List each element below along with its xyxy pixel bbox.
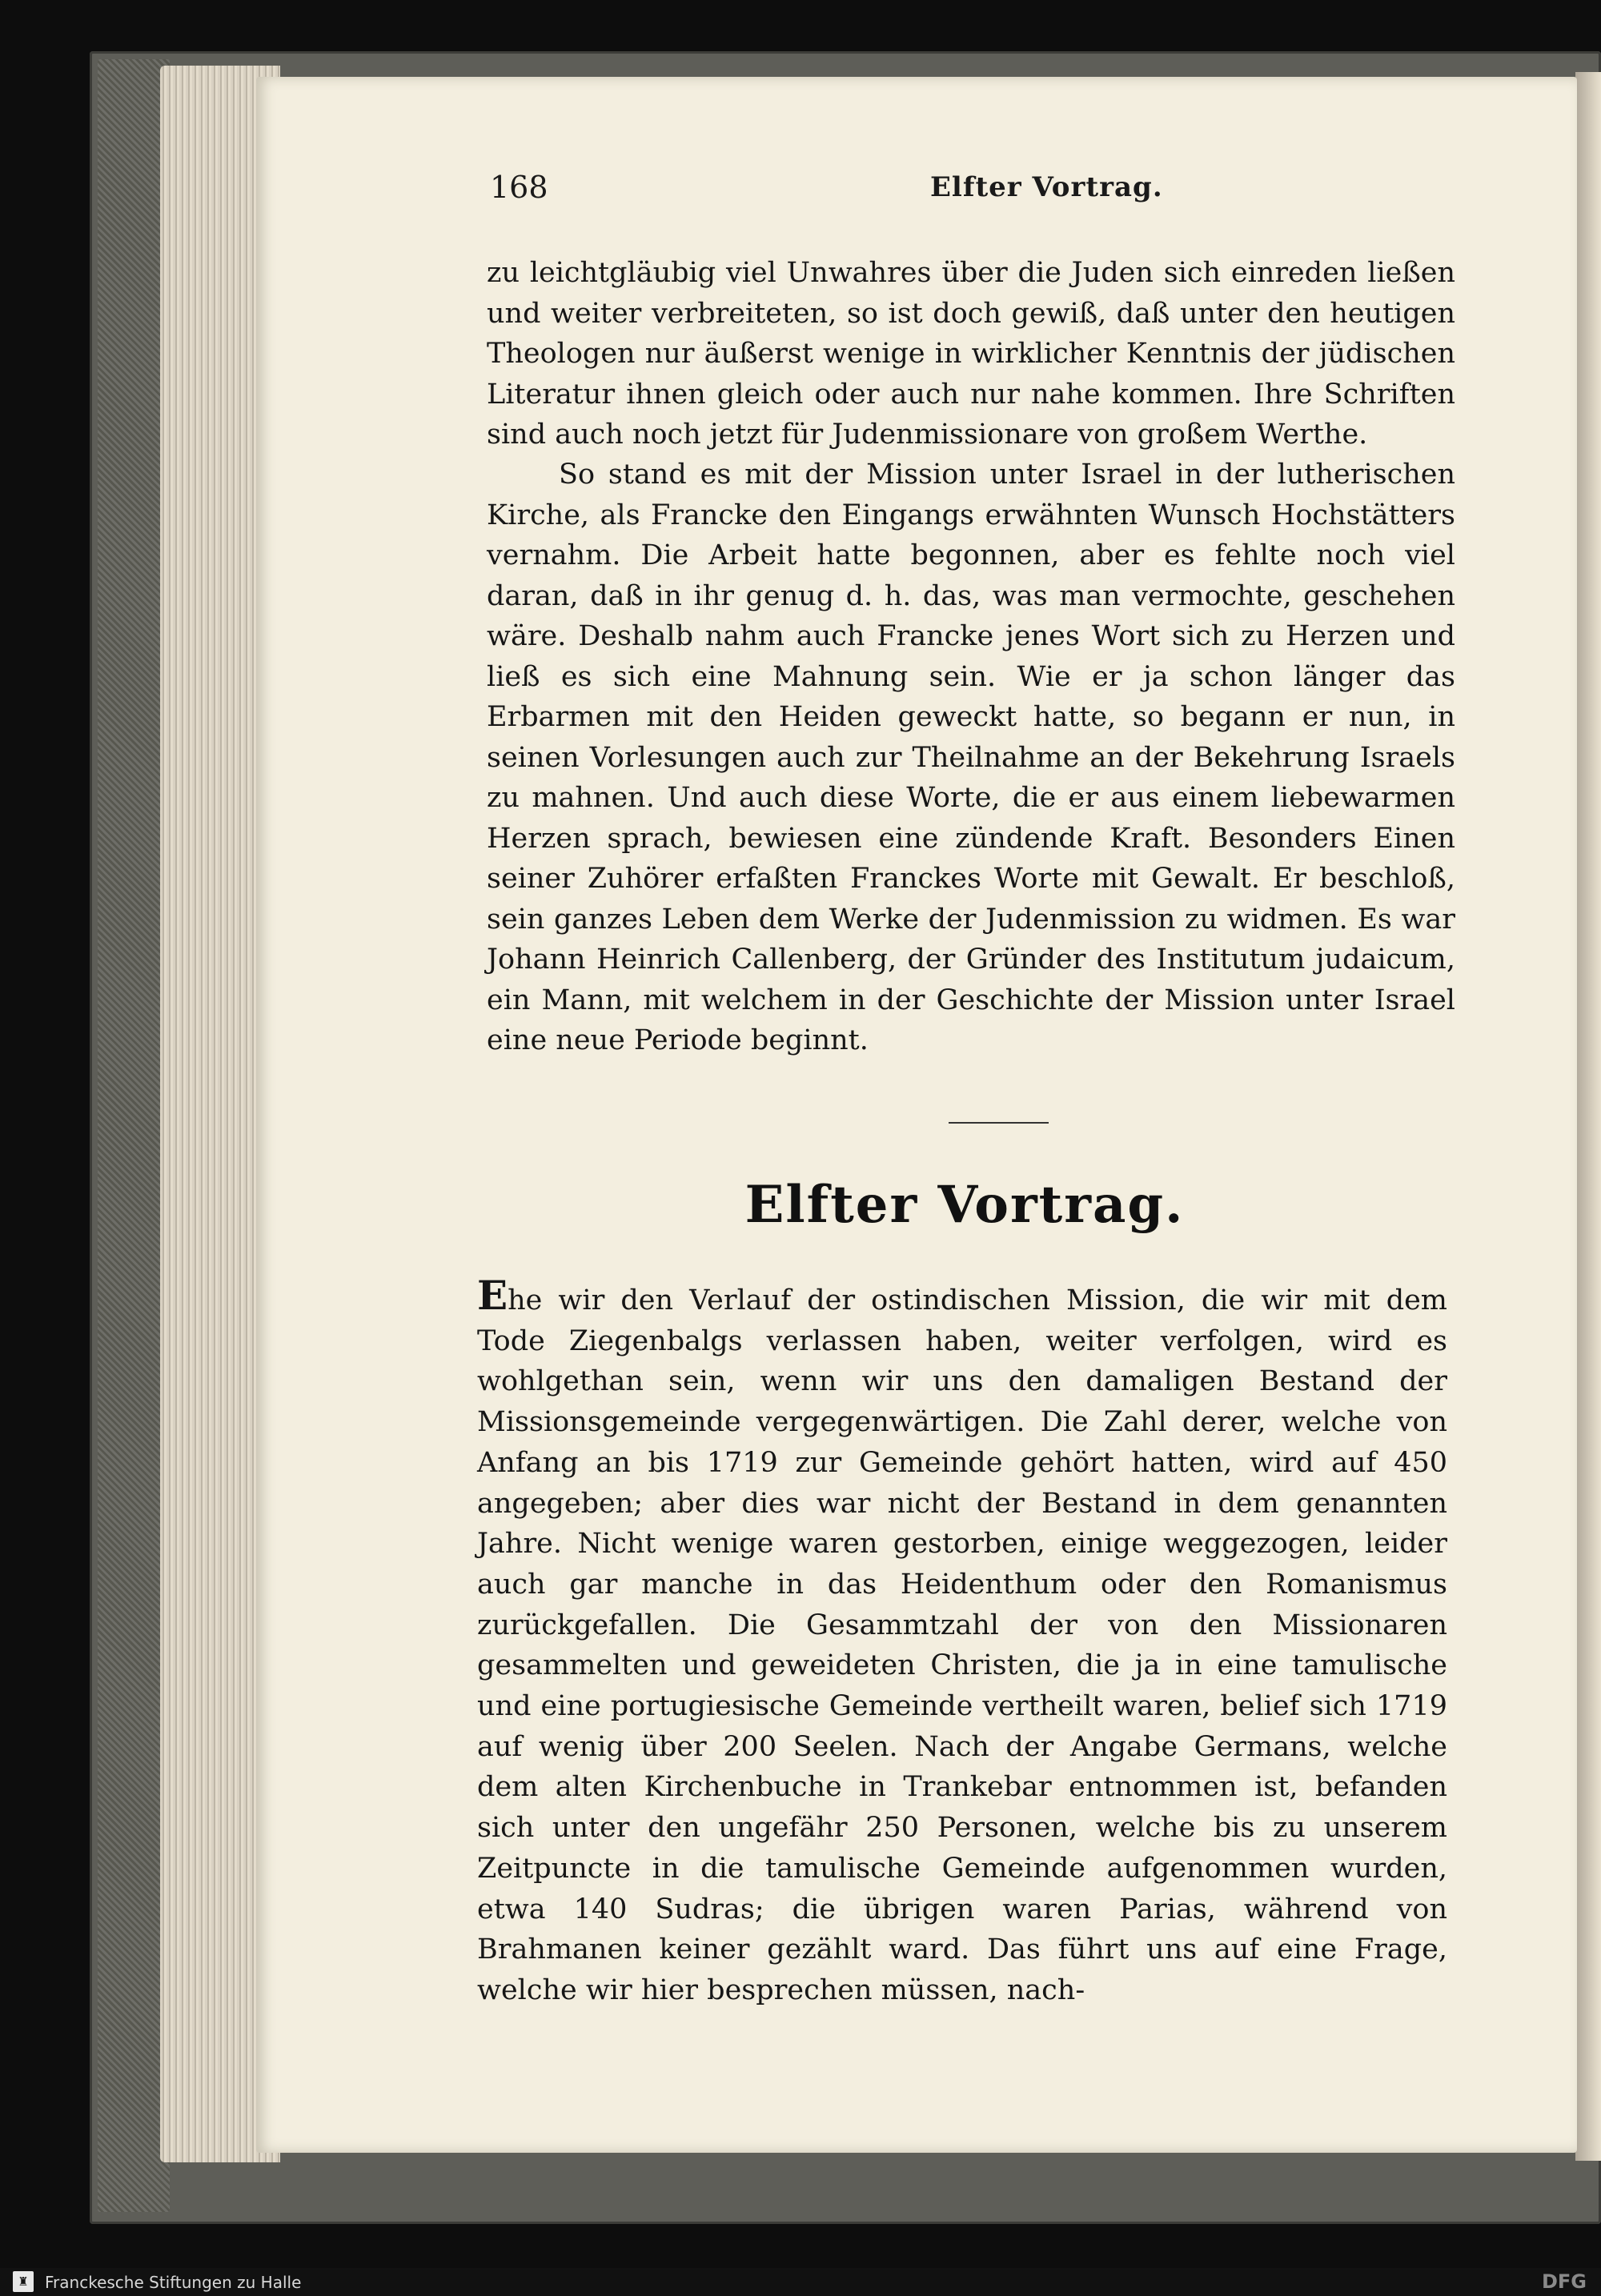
- paragraph-callenberg: So stand es mit der Mission unter Israel in der lutherischen Kirche, als Francke den Eingangs erwähnten Wunsch Hochstätters vernahm. Die Arbeit hatte begonnen, aber es fehlte noch viel daran, daß in ihr genug d. h. das, was man vermochte, geschehen wäre. Deshalb nahm auch Francke jenes Wort sich zu Herzen und ließ es sich eine Mahnung sein. Wie er ja schon länger das Erbarmen mit den Heiden geweckt hatte, so begann er nun, in seinen Vorlesungen auch zur Theilnahme an der Bekehrung Israels zu mahnen. Und auch diese Worte, die er aus einem liebewarmen Herzen sprach, bewiesen eine zündende Kraft. Besonders Einen seiner Zuhörer erfaßten Franckes Worte mit Gewalt. Er beschloß, sein ganzes Leben dem Werke der Judenmission zu widmen. Es war Johann Heinrich Callenberg, der Gründer des Institutum judaicum, ein Mann, mit welchem in der Geschichte der Mission unter Israel eine neue Periode beginnt.: [487, 459, 1455, 1056]
- institution-logo-icon: ♜: [13, 2271, 34, 2292]
- viewer-footer-bar: [0, 2268, 1601, 2296]
- institution-name: Franckesche Stiftungen zu Halle: [45, 2273, 302, 2292]
- paragraph-chapter-opening-text: he wir den Verlauf der ostindischen Mission, die wir mit dem Tode Ziegenbalgs verlassen haben, weiter verfolgen, wird es wohlgethan sein, wenn wir uns den damaligen Bestand der Missionsgemeinde vergegenwärtigen. Die Zahl derer, welche von Anfang an bis 1719 zur Gemeinde gehört hatten, wird auf 450 angegeben; aber dies war nicht der Bestand in dem genannten Jahre. Nicht wenige waren gestorben, einige weggezogen, leider auch gar manche in das Heidenthum oder den Romanismus zurückgefallen. Die Gesammtzahl der von den Missionaren gesammelten und geweideten Christen, die ja in eine tamulische und eine portugiesische Gemeinde vertheilt waren, belief sich 1719 auf wenig über 200 Seelen. Nach der Angabe Germans, welche dem alten Kirchenbuche in Trankebar entnommen ist, befanden sich unter den ungefähr 250 Personen, welche bis zu unserem Zeitpuncte in die tamulische Gemeinde aufgenommen wurden, etwa 140 Sudras; die übrigen waren Parias, während von Brahmanen keiner gezählt ward. Das führt uns auf eine Frage, welche wir hier besprechen müssen, nach-: [477, 1284, 1447, 2006]
- initial-letter: E: [477, 1272, 508, 1319]
- running-title: Elfter Vortrag.: [930, 171, 1163, 203]
- dfg-logo: DFG: [1541, 2270, 1587, 2293]
- chapter-heading: Elfter Vortrag.: [744, 1175, 1185, 1235]
- page-number: 168: [490, 170, 548, 205]
- paragraph-chapter-opening: [477, 1272, 1447, 2011]
- section-separator-rule: [949, 1122, 1049, 1124]
- paragraph-continued: zu leichtgläubig viel Unwahres über die Juden sich einreden ließen und weiter verbreiteten, so ist doch gewiß, daß unter den heutigen Theologen nur äußerst wenige in wirklicher Kenntnis der jüdischen Literatur ihnen gleich oder auch nur nahe kommen. Ihre Schriften sind auch noch jetzt für Judenmissionare von großem Werthe.: [487, 257, 1455, 451]
- cover-cloth-spine: [98, 59, 170, 2212]
- running-header: [490, 170, 1434, 210]
- facing-page-edge: [1575, 72, 1601, 2161]
